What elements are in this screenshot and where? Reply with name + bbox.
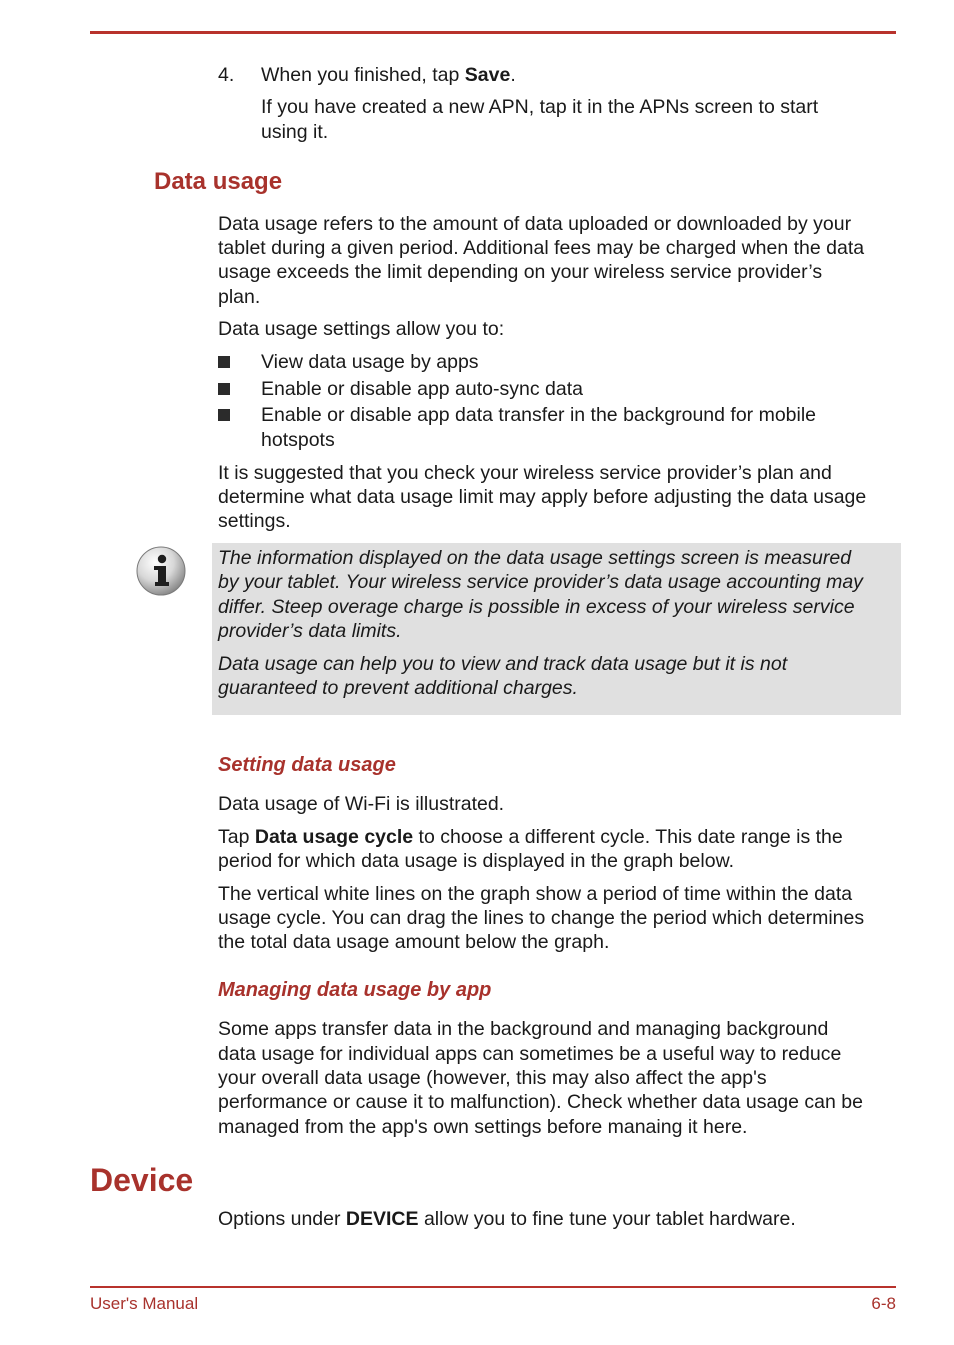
step-text (261, 63, 901, 88)
bullet-marker (218, 409, 230, 421)
device-line (218, 1207, 898, 1232)
note-line: guaranteed to prevent additional charges. (218, 677, 578, 699)
note-line: provider’s data limits. (218, 620, 402, 642)
intro-line: Data usage refers to the amount of data uploaded or downloaded by your (218, 213, 852, 235)
note-line: by your tablet. Your wireless service provider’s data usage accounting may (218, 571, 863, 593)
note-line: differ. Steep overage charge is possible in excess of your wireless service (218, 596, 855, 618)
step-text-end: . (510, 64, 516, 86)
managing-line: managed from the app's own settings before manaing it here. (218, 1116, 748, 1138)
footer-rule (90, 1286, 896, 1288)
intro-line: usage exceeds the limit depending on your wireless service provider’s (218, 261, 823, 283)
settings-intro: Data usage settings allow you to: (218, 318, 505, 340)
tap-rest: to choose a different cycle. This date range is the (413, 826, 843, 848)
header-rule (90, 31, 896, 34)
device-lead: Options under (218, 1208, 346, 1230)
suggestion-line: It is suggested that you check your wireless service provider’s plan and (218, 462, 832, 484)
managing-line: Some apps transfer data in the background and managing background (218, 1018, 829, 1040)
setting-line: usage cycle. You can drag the lines to change the period which determines (218, 907, 865, 929)
step-number: 4. (218, 64, 235, 86)
setting-line: period for which data usage is displayed in the graph below. (218, 850, 734, 872)
bullet-marker (218, 383, 230, 395)
chapter-heading-device: Device (90, 1162, 194, 1198)
bullet-item: View data usage by apps (261, 351, 479, 373)
managing-line: performance or cause it to malfunction). Check whether data usage can be (218, 1091, 863, 1113)
managing-line: data usage for individual apps can sometimes be a useful way to reduce (218, 1043, 842, 1065)
device-rest: allow you to fine tune your tablet hardware. (418, 1208, 796, 1230)
subsection-heading-managing: Managing data usage by app (218, 979, 492, 1001)
bullet-marker (218, 356, 230, 368)
section-heading-data-usage: Data usage (154, 168, 283, 195)
info-icon (136, 546, 188, 598)
note-line: The information displayed on the data usage settings screen is measured (218, 547, 852, 569)
step-followup-line1: If you have created a new APN, tap it in the APNs screen to start (261, 96, 819, 118)
setting-line: the total data usage amount below the graph. (218, 931, 610, 953)
step-save-keyword: Save (464, 64, 511, 86)
step-followup-line2: using it. (261, 121, 329, 143)
managing-line: your overall data usage (however, this may also affect the app's (218, 1067, 767, 1089)
setting-line: The vertical white lines on the graph show a period of time within the data (218, 883, 853, 905)
step-text-lead: When you finished, tap (261, 64, 465, 86)
tap-lead: Tap (218, 826, 255, 848)
bullet-item: Enable or disable app data transfer in the background for mobile (261, 404, 817, 426)
subsection-heading-setting-data-usage: Setting data usage (218, 754, 396, 776)
device-keyword: DEVICE (345, 1208, 419, 1230)
note-line: Data usage can help you to view and track data usage but it is not (218, 653, 788, 675)
suggestion-line: determine what data usage limit may apply before adjusting the data usage (218, 486, 867, 508)
intro-line: tablet during a given period. Additional fees may be charged when the data (218, 237, 865, 259)
footer-manual-title: User's Manual (90, 1294, 199, 1313)
data-usage-cycle-keyword: Data usage cycle (254, 826, 414, 848)
intro-line: plan. (218, 286, 261, 308)
bullet-item: Enable or disable app auto-sync data (261, 378, 583, 400)
footer-page-number: 6-8 (871, 1294, 896, 1313)
bullet-item-continuation: hotspots (261, 429, 335, 451)
suggestion-line: settings. (218, 510, 291, 532)
setting-line: Data usage of Wi-Fi is illustrated. (218, 793, 505, 815)
setting-tap-line (218, 825, 898, 850)
